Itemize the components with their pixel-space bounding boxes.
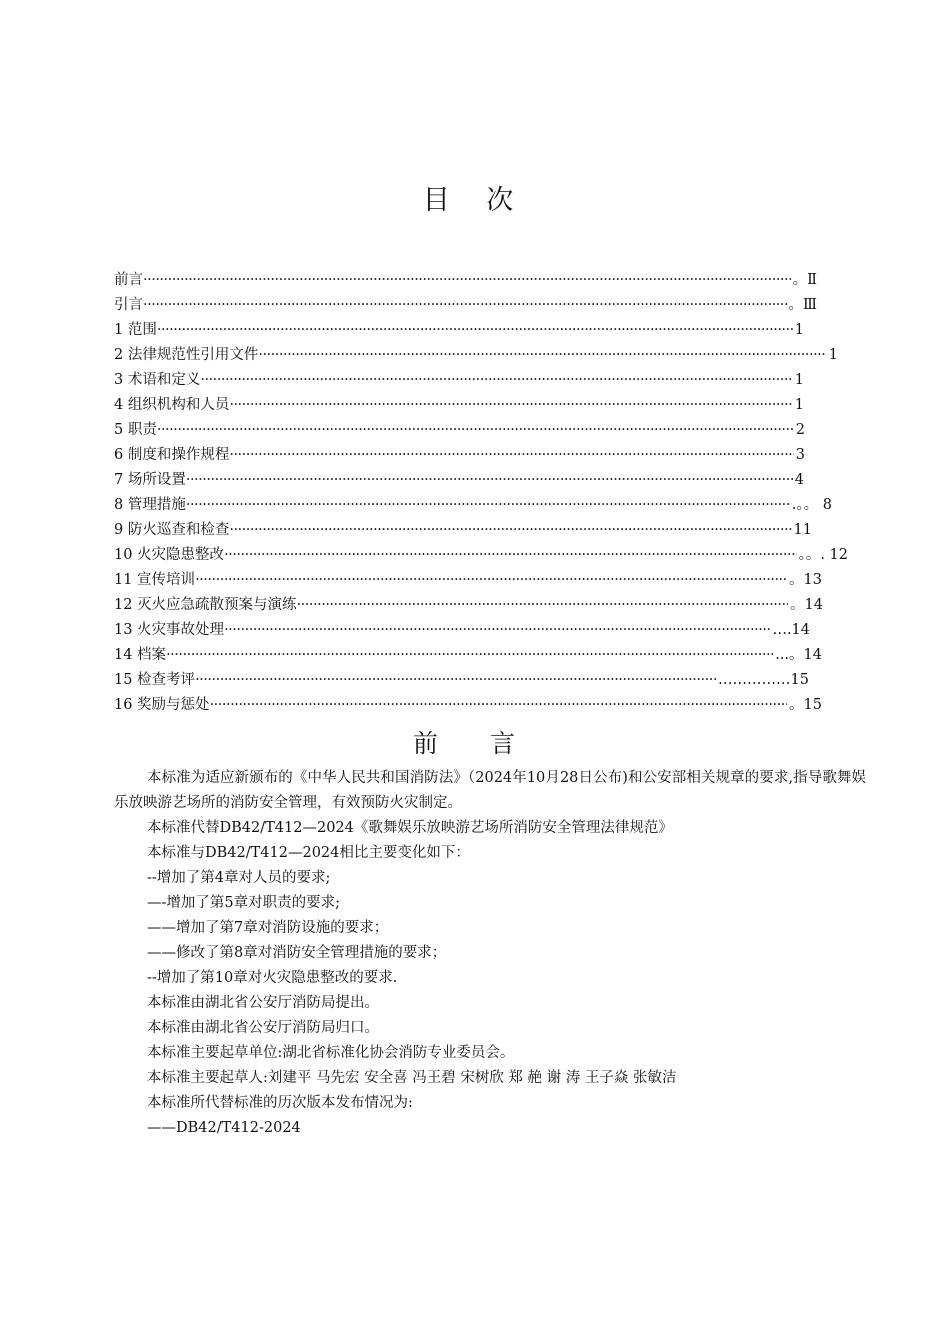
preface-title: 前 言 xyxy=(413,729,537,758)
toc-dot-leader xyxy=(195,668,716,693)
preface-drafters: 本标准主要起草人:刘建平 马先宏 安全喜 冯王碧 宋树欣 郑 赩 谢 涛 王子焱 张敏洁 xyxy=(147,1070,677,1086)
toc-entry-page: 。14 xyxy=(790,597,823,613)
toc-dot-leader xyxy=(224,543,797,568)
toc-entry-8[interactable] xyxy=(114,493,832,518)
preface-change-item: ——增加了第7章对消防设施的要求； xyxy=(147,920,389,936)
toc-dot-leader xyxy=(224,618,770,643)
toc-entry-page: ……………15 xyxy=(718,672,809,688)
toc-entry-page: 。13 xyxy=(789,572,822,588)
toc-dot-leader xyxy=(157,318,793,343)
toc-entry-7[interactable] xyxy=(114,468,804,493)
toc-entry-15[interactable] xyxy=(114,668,809,693)
preface-change-item: --增加了第4章对人员的要求; xyxy=(147,870,331,886)
preface-paragraph: 本标准为适应新颁布的《中华人民共和国消防法》（2024年10月28日公布)和公安部相关规章的要求,指导歌舞娱乐放映游艺场所的消防安全管理，有效预防火灾制定。 xyxy=(114,770,866,811)
toc-entry-12[interactable] xyxy=(114,593,823,618)
preface-change-item: ——修改了第8章对消防安全管理措施的要求； xyxy=(147,945,447,961)
preface-paragraph: 本标准由湖北省公安厅消防局归口。 xyxy=(147,1020,379,1036)
toc-entry-page: 。Ⅲ xyxy=(788,297,817,313)
toc-entry-16[interactable] xyxy=(114,693,822,718)
toc-entry-label: 15 检查考评 xyxy=(114,672,196,688)
toc-dot-leader xyxy=(258,343,826,368)
preface-paragraph: 本标准所代替标准的历次版本发布情况为: xyxy=(147,1095,413,1111)
toc-entry-label: 5 职责 xyxy=(114,422,157,438)
toc-entry-page: 1 xyxy=(794,372,804,388)
toc-entry-foreword[interactable] xyxy=(114,268,817,293)
toc-entry-label: 引言 xyxy=(114,297,143,313)
toc-dot-leader xyxy=(143,293,787,318)
toc-dot-leader xyxy=(229,393,792,418)
toc-entry-label: 11 宣传培训 xyxy=(114,572,196,588)
toc-dot-leader xyxy=(200,368,792,393)
toc-entry-page: 11 xyxy=(793,522,812,538)
preface-paragraph: 本标准与DB42/T412—2024相比主要变化如下： xyxy=(147,845,470,861)
preface-body xyxy=(114,766,866,1141)
toc-entry-page: 1 xyxy=(794,397,804,413)
toc-entry-page: 。。. 12 xyxy=(798,547,848,563)
toc-entry-page: 。15 xyxy=(789,697,822,713)
preface-paragraph: 本标准主要起草单位:湖北省标准化协会消防专业委员会。 xyxy=(147,1045,515,1061)
toc-entry-5[interactable] xyxy=(114,418,805,443)
toc-entry-label: 3 术语和定义 xyxy=(114,372,201,388)
toc-dot-leader xyxy=(229,443,793,468)
toc-dot-leader xyxy=(186,493,790,518)
table-of-contents xyxy=(114,268,854,718)
toc-entry-page: 2 xyxy=(795,422,805,438)
toc-dot-leader xyxy=(143,268,791,293)
toc-entry-14[interactable] xyxy=(114,643,822,668)
toc-entry-label: 7 场所设置 xyxy=(114,472,186,488)
toc-dot-leader xyxy=(186,468,793,493)
toc-entry-label: 14 档案 xyxy=(114,647,167,663)
toc-entry-6[interactable] xyxy=(114,443,805,468)
preface-paragraph: 本标准代替DB42/T412—2024《歌舞娱乐放映游艺场所消防安全管理法律规范》 xyxy=(147,820,673,836)
toc-entry-label: 12 灭火应急疏散预案与演练 xyxy=(114,597,297,613)
toc-entry-label: 6 制度和操作规程 xyxy=(114,447,230,463)
toc-entry-label: 8 管理措施 xyxy=(114,497,186,513)
toc-entry-label: 9 防火巡查和检查 xyxy=(114,522,230,538)
toc-entry-page: .。。 8 xyxy=(791,497,832,513)
toc-dot-leader xyxy=(157,418,794,443)
toc-entry-page: 3 xyxy=(795,447,805,463)
toc-entry-2[interactable] xyxy=(114,343,838,368)
toc-entry-label: 2 法律规范性引用文件 xyxy=(114,347,259,363)
toc-dot-leader xyxy=(195,568,787,593)
toc-entry-4[interactable] xyxy=(114,393,804,418)
toc-entry-9[interactable] xyxy=(114,518,812,543)
toc-entry-page: 4 xyxy=(794,472,804,488)
toc-entry-3[interactable] xyxy=(114,368,804,393)
toc-entry-label: 16 奖励与惩处 xyxy=(114,697,210,713)
toc-entry-10[interactable] xyxy=(114,543,848,568)
preface-change-item: --增加了第10章对火灾隐患整改的要求. xyxy=(147,970,398,986)
toc-entry-label: 1 范围 xyxy=(114,322,157,338)
preface-paragraph: 本标准由湖北省公安厅消防局提出。 xyxy=(147,995,379,1011)
toc-entry-page: ...。14 xyxy=(775,647,822,663)
toc-entry-label: 10 火灾隐患整改 xyxy=(114,547,225,563)
toc-dot-leader xyxy=(297,593,788,618)
preface-version-history: ——DB42/T412-2024 xyxy=(147,1120,301,1136)
toc-entry-page: 1 xyxy=(794,322,804,338)
toc-entry-13[interactable] xyxy=(114,618,810,643)
toc-title: 目 次 xyxy=(422,185,528,216)
toc-dot-leader xyxy=(229,518,791,543)
preface-change-item: —-增加了第5章对职责的要求; xyxy=(147,895,341,911)
toc-entry-11[interactable] xyxy=(114,568,822,593)
toc-entry-page: 1 xyxy=(828,347,838,363)
toc-entry-label: 前言 xyxy=(114,272,143,288)
toc-dot-leader xyxy=(166,643,773,668)
toc-entry-label: 13 火灾事故处理 xyxy=(114,622,225,638)
toc-entry-page: ….14 xyxy=(772,622,810,638)
toc-entry-label: 4 组织机构和人员 xyxy=(114,397,230,413)
toc-entry-page: 。Ⅱ xyxy=(792,272,817,288)
toc-entry-introduction[interactable] xyxy=(114,293,817,318)
toc-dot-leader xyxy=(210,693,787,718)
toc-entry-1[interactable] xyxy=(114,318,804,343)
